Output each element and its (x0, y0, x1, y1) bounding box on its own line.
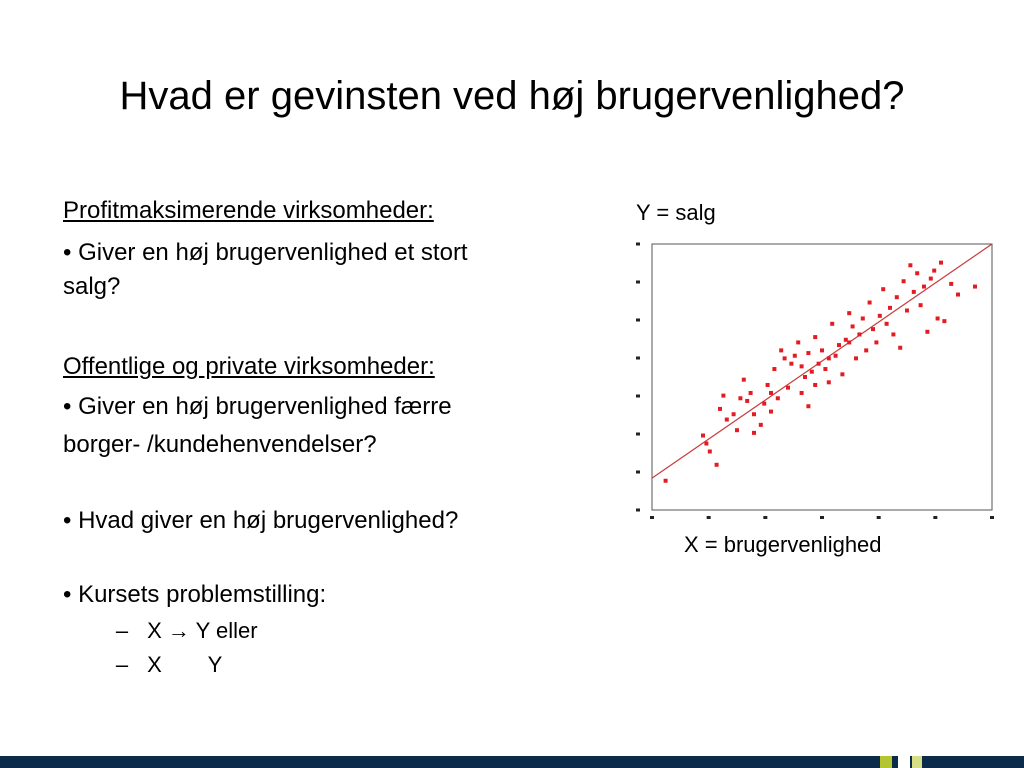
scatter-point (742, 378, 746, 382)
bullet-stort-salg-line2: salg? (63, 273, 121, 300)
scatter-point (857, 332, 861, 336)
sub-item-x-to-y (103, 616, 258, 646)
scatter-point (949, 282, 953, 286)
scatter-point (786, 386, 790, 390)
x-tick-mark (707, 516, 711, 519)
y-tick-mark (636, 433, 640, 436)
scatter-point (908, 263, 912, 267)
scatter-point (715, 463, 719, 467)
scatter-point (769, 391, 773, 395)
scatter-point (973, 285, 977, 289)
scatter-point (745, 399, 749, 403)
scatter-point (701, 434, 705, 438)
scatter-point (922, 285, 926, 289)
scatter-point (885, 322, 889, 326)
scatter-point (936, 316, 940, 320)
scatter-point (912, 290, 916, 294)
scatter-point (902, 279, 906, 283)
scatter-point (929, 277, 933, 281)
footer-accent-gap (898, 756, 910, 768)
y-tick-mark (636, 509, 640, 512)
scatter-point (891, 332, 895, 336)
scatter-point (871, 327, 875, 331)
scatter-point (721, 394, 725, 398)
scatter-point (864, 348, 868, 352)
scatter-point (817, 362, 821, 366)
scatter-point (840, 372, 844, 376)
regression-line (652, 244, 992, 478)
x-axis-label: X = brugervenlighed (684, 532, 882, 557)
scatter-point (834, 354, 838, 358)
scatter-plot (630, 236, 1000, 526)
scatter-point (851, 324, 855, 328)
scatter-point (800, 364, 804, 368)
scatter-point (813, 335, 817, 339)
scatter-point (861, 316, 865, 320)
scatter-point (847, 311, 851, 315)
bullet-hvad-giver: • Hvad giver en høj brugervenlighed? (63, 507, 459, 534)
scatter-point (806, 351, 810, 355)
scatter-point (905, 309, 909, 313)
scatter-point (898, 346, 902, 350)
sub-item-x: X (147, 652, 162, 677)
footer-accent-square-light (912, 756, 922, 768)
scatter-point (759, 423, 763, 427)
page-title: Hvad er gevinsten ved høj brugervenlighed? (119, 74, 905, 118)
bullet-henvendelser-line1: • Giver en høj brugervenlighed færre (63, 393, 452, 420)
scatter-point (919, 303, 923, 307)
scatter-point (749, 391, 753, 395)
scatter-point (827, 356, 831, 360)
x-tick-mark (820, 516, 824, 519)
scatter-point (932, 269, 936, 273)
y-tick-mark (636, 243, 640, 246)
scatter-point (766, 383, 770, 387)
y-tick-mark (636, 471, 640, 474)
x-tick-mark (933, 516, 937, 519)
scatter-point (895, 295, 899, 299)
scatter-point (854, 356, 858, 360)
plot-border (652, 244, 992, 510)
x-tick-mark (763, 516, 767, 519)
scatter-point (752, 412, 756, 416)
scatter-point (878, 314, 882, 318)
y-axis-label: Y = salg (636, 200, 716, 225)
scatter-point (820, 348, 824, 352)
sub-item-y: Y (207, 652, 223, 677)
plot-frame (652, 244, 992, 510)
y-tick-mark (636, 281, 640, 284)
scatter-point (776, 396, 780, 400)
scatter-point (847, 340, 851, 344)
scatter-point (762, 402, 766, 406)
scatter-point (779, 348, 783, 352)
x-tick-mark (877, 516, 881, 519)
y-tick-mark (636, 395, 640, 398)
footer-accent-square (880, 756, 892, 768)
data-points (664, 261, 977, 483)
footer-bar (0, 756, 1024, 768)
scatter-point (874, 340, 878, 344)
scatter-point (789, 362, 793, 366)
bullet-stort-salg-line1: • Giver en høj brugervenlighed et stort (63, 239, 468, 266)
scatter-point (810, 370, 814, 374)
scatter-point (925, 330, 929, 334)
scatter-point (735, 428, 739, 432)
scatter-point (827, 380, 831, 384)
scatter-point (800, 391, 804, 395)
scatter-point (725, 418, 729, 422)
scatter-point (704, 442, 708, 446)
scatter-point (718, 407, 722, 411)
scatter-point (806, 404, 810, 408)
scatter-point (888, 306, 892, 310)
heading-offentlige: Offentlige og private virksomheder: (63, 353, 435, 380)
dash-marker: – (115, 618, 129, 643)
axis-ticks (636, 243, 994, 520)
scatter-point (837, 343, 841, 347)
sub-item-x-y (103, 650, 222, 680)
scatter-point (868, 301, 872, 305)
scatter-point (813, 383, 817, 387)
scatter-point (738, 396, 742, 400)
scatter-point (732, 412, 736, 416)
x-tick-mark (990, 516, 994, 519)
scatter-point (942, 319, 946, 323)
scatter-point (769, 410, 773, 414)
scatter-point (752, 431, 756, 435)
scatter-point (796, 340, 800, 344)
scatter-point (708, 449, 712, 453)
scatter-point (915, 271, 919, 275)
bullet-henvendelser-line2: borger- /kundehenvendelser? (63, 431, 377, 458)
scatter-point (939, 261, 943, 265)
scatter-point (803, 375, 807, 379)
scatter-point (664, 479, 668, 483)
scatter-point (772, 367, 776, 371)
scatter-point (956, 293, 960, 297)
scatter-point (793, 354, 797, 358)
x-tick-mark (650, 516, 654, 519)
sub-item-text: X → Y eller (147, 618, 258, 643)
dash-marker: – (115, 652, 129, 677)
heading-profit: Profitmaksimerende virksomheder: (63, 197, 434, 224)
y-tick-mark (636, 319, 640, 322)
bullet-problemstilling: • Kursets problemstilling: (63, 581, 327, 608)
scatter-point (830, 322, 834, 326)
scatter-point (881, 287, 885, 291)
scatter-point (823, 367, 827, 371)
scatter-point (783, 356, 787, 360)
y-tick-mark (636, 357, 640, 360)
